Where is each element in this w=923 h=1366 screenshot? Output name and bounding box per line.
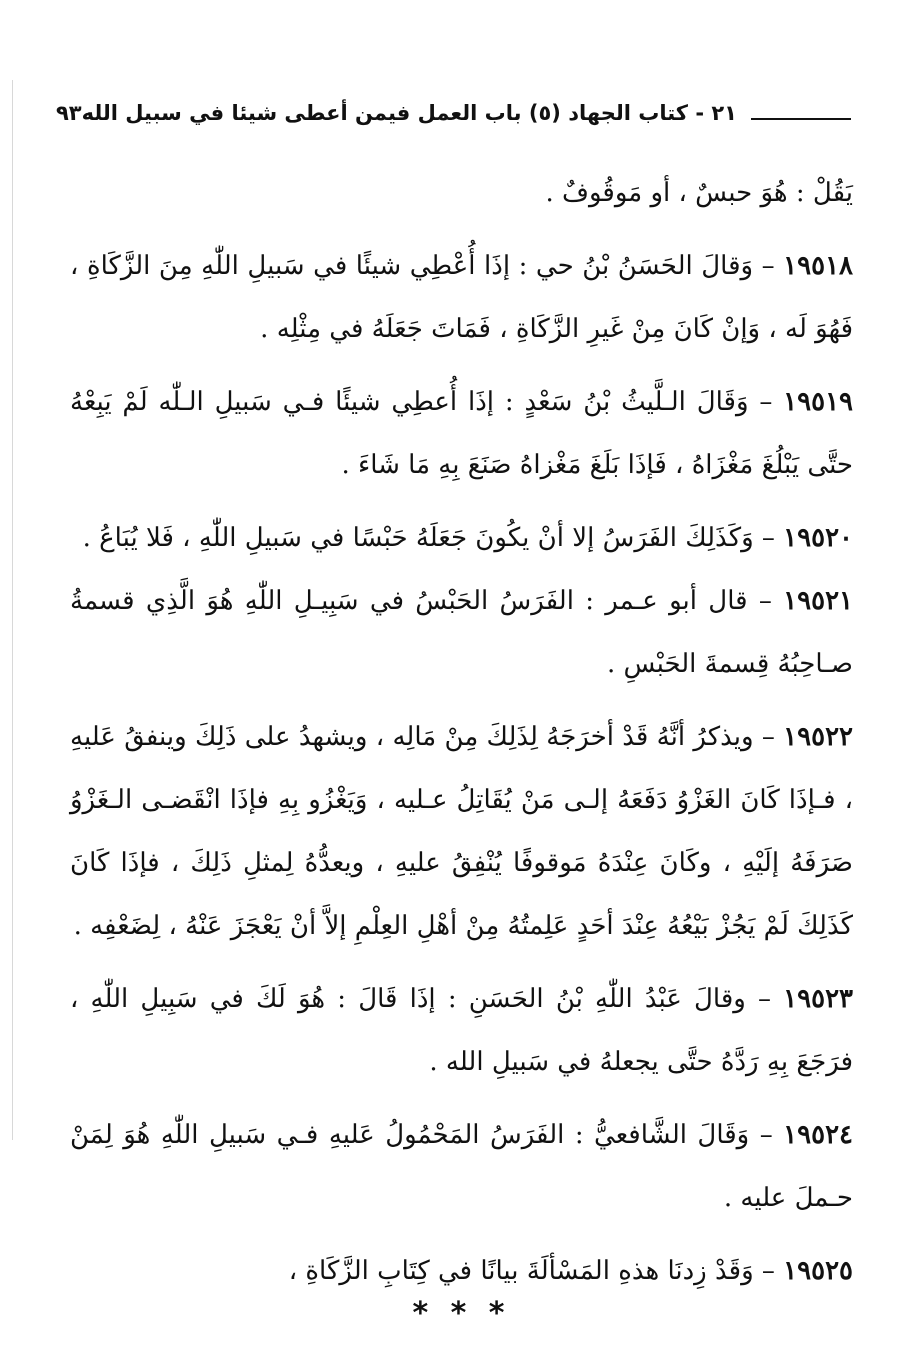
paragraph-text: – وَقالَ الحَسَنُ بْنُ حي : إذَا أُعْطِي شيئًا في سَبيلِ اللّٰهِ مِنَ الزَّكَاةِ ، فَهُوَ لَه ، وَإنْ كَانَ مِنْ غَيرِ الزَّكَاةِ ، فَمَاتَ جَعَلَهُ في مِثْلِه . (70, 251, 853, 344)
header-rule (751, 118, 851, 120)
paragraph-text: – وقالَ عَبْدُ اللّٰهِ بْنُ الحَسَنِ : إذَا قَالَ : هُوَ لَكَ في سَبِيلِ اللّٰهِ ، فرَجَعَ بِهِ رَدَّهُ حتَّى يجعلهُ في سَبيلِ الله . (70, 984, 853, 1077)
paragraph-text: – وَقَدْ زِدنَا هذهِ المَسْألَةَ بيانًا في كِتَابِ الزَّكَاةِ ، (288, 1256, 784, 1286)
paragraph-text: – وَقَالَ الشَّافعيُّ : الفَرَسُ المَحْمُولُ عَليهِ فـي سَبيلِ اللّٰهِ هُوَ لِمَنْ حـملَ عليه . (70, 1120, 853, 1213)
paragraph-number: ١٩٥٢٣ (783, 984, 853, 1014)
paragraph-number: ١٩٥٢٠ (783, 523, 853, 553)
paragraph-text: – وَقَالَ الـلَّيثُ بْنُ سَعْدٍ : إذَا أُعطِي شيئًا فـي سَبيلِ الـلّٰه لَمْ يَبِعْهُ حتَّى يَبْلُغَ مَغْزَاهُ ، فَإذَا بَلَغَ مَغْزاهُ صَنَعَ بِهِ مَا شَاءَ . (70, 387, 853, 480)
header-title: ٢١ - كتاب الجهاد (٥) باب العمل فيمن أعطى شيئا في سبيل الله (81, 101, 737, 125)
section-end-mark: * * * (412, 1296, 511, 1331)
paragraph-number: ١٩٥١٩ (783, 387, 853, 417)
paragraph-19525 (70, 1240, 853, 1303)
running-header (55, 96, 851, 130)
paragraph-text: يَقُلْ : هُوَ حبسٌ ، أو مَوقُوفٌ . (545, 178, 853, 208)
paragraph-text: – وَكَذَلِكَ الفَرَسُ إلا أنْ يكُونَ جَعَلَهُ حَبْسًا في سَبيلِ اللّٰهِ ، فَلا يُبَاعُ . (82, 523, 784, 553)
running-header-right (82, 101, 851, 125)
paragraph-number: ١٩٥٢٢ (783, 722, 853, 752)
paragraph-19520 (70, 507, 853, 570)
paragraph-text: – قال أبو عـمر : الفَرَسُ الحَبْسُ في سَبِيـلِ اللّٰهِ هُوَ الَّذِي قسمةُ صـاحِبُهُ قِسمةَ الحَبْسِ . (70, 586, 853, 679)
paragraph-continuation (70, 162, 853, 225)
paragraph-text: – ويذكرُ أنَّهُ قَدْ أخرَجَهُ لِذَلِكَ مِنْ مَالِه ، ويشهدُ على ذَلِكَ وينفقُ عَليهِ ، فـإذَا كَانَ الغَزْوُ دَفَعَهُ إلـى مَنْ يُقَاتِلُ عـليه ، وَيَغْزُو بِهِ فإذَا انْقَضـى الـغَزْوُ صَرَفَهُ إلَيْهِ ، وكَانَ عِنْدَهُ مَوقوفًا يُنْفِقُ عليهِ ، ويعدُّهُ لِمثلِ ذَلِكَ ، فإذَا كَانَ كَذَلِكَ لَمْ يَجُزْ بَيْعُهُ عِنْدَ أحَدٍ عَلِمتُهُ مِنْ أهْلِ العِلْمِ إلاَّ أنْ يَعْجَزَ عَنْهُ ، لِضَعْفِه . (70, 722, 853, 941)
paragraph-19518 (70, 235, 853, 361)
page-number: ٩٣ (55, 101, 82, 125)
scan-edge-line (12, 80, 13, 1140)
paragraph-19521 (70, 570, 853, 696)
paragraph-number: ١٩٥٢١ (783, 586, 853, 616)
paragraph-number: ١٩٥٢٥ (783, 1256, 853, 1286)
paragraph-19522 (70, 706, 853, 958)
paragraph-number: ١٩٥١٨ (783, 251, 853, 281)
paragraph-19519 (70, 371, 853, 497)
body-text (70, 160, 853, 1303)
paragraph-19523 (70, 968, 853, 1094)
paragraph-number: ١٩٥٢٤ (783, 1120, 853, 1150)
paragraph-19524 (70, 1104, 853, 1230)
header-page-number-group (56, 101, 82, 125)
